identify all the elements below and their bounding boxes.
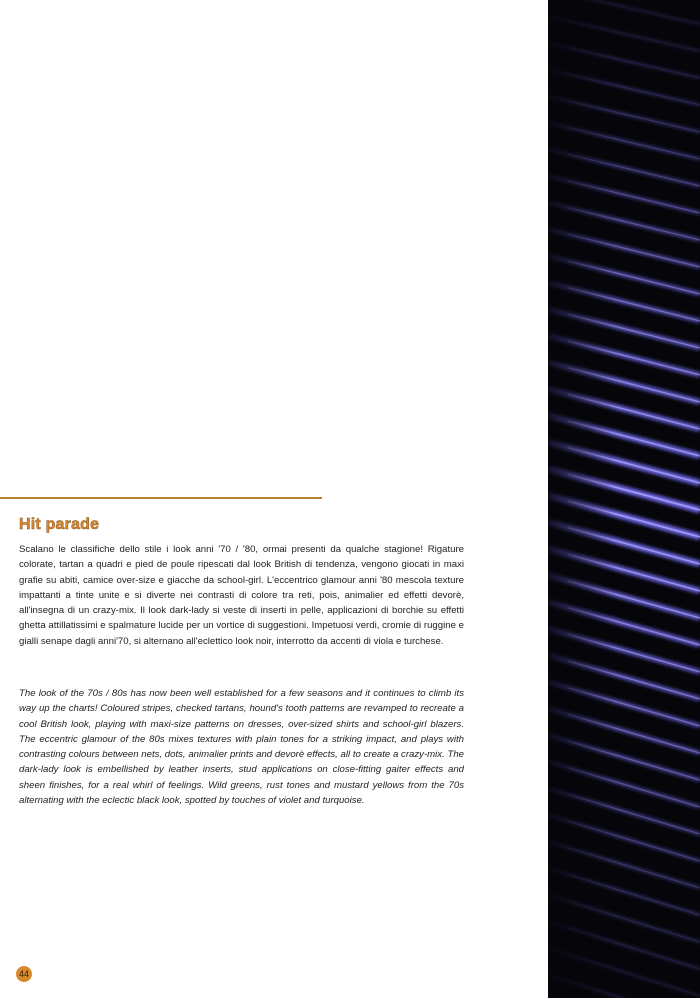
body-text-english: The look of the 70s / 80s has now been well established for a few seasons and it continues to climb its way up the charts! Coloured stripes, checked tartans, hound's tooth patterns are revamped to recreate a cool British look, playing with maxi-size patterns on dresses, over-sized shirts and school-girl blazers. The eccentric glamour of the 80s mixes textures with plain tones for a striking impact, and plays with contrasting colours between nets, dots, animalier prints and devorè effects, all to create a crazy-mix. The dark-lady look is embellished by leather inserts, stud applications on close-fitting gaiter effects and sheen finishes, for a real whirl of feelings. Wild greens, rust tones and mustard yellows from the 70s alternating with the eclectic black look, spotted by touches of violet and turquoise.: [19, 688, 464, 807]
page-number: 44: [16, 966, 32, 982]
section-heading: Hit parade: [19, 516, 100, 533]
side-photo-blinds: [548, 0, 700, 998]
section-divider: [0, 497, 322, 499]
body-text-italian: Scalano le classifiche dello stile i look anni '70 / '80, ormai presenti da qualche stagione! Rigature colorate, tartan a quadri e pied de poule ripescati dal look British di tendenza, vengono giocati in maxi grafie su abiti, camice over-size e giacche da school-girl. L'eccentrico glamour anni '80 mescola texture impattanti a tinte unite e si diverte nei contrasti di colore tra reti, pois, animalier ed effetti devorè, all'insegna di un crazy-mix. Il look dark-lady si veste di inserti in pelle, applicazioni di borchie su effetti ghetta attillatissimi e spalmature lucide per un vortice di suggestioni. Impetuosi verdi, cromie di ruggine e gialli senape dagli anni'70, si alternano all'eclettico look noir, interrotto da accenti di viola e turchese.: [19, 544, 464, 647]
blinds-image: [548, 0, 700, 998]
